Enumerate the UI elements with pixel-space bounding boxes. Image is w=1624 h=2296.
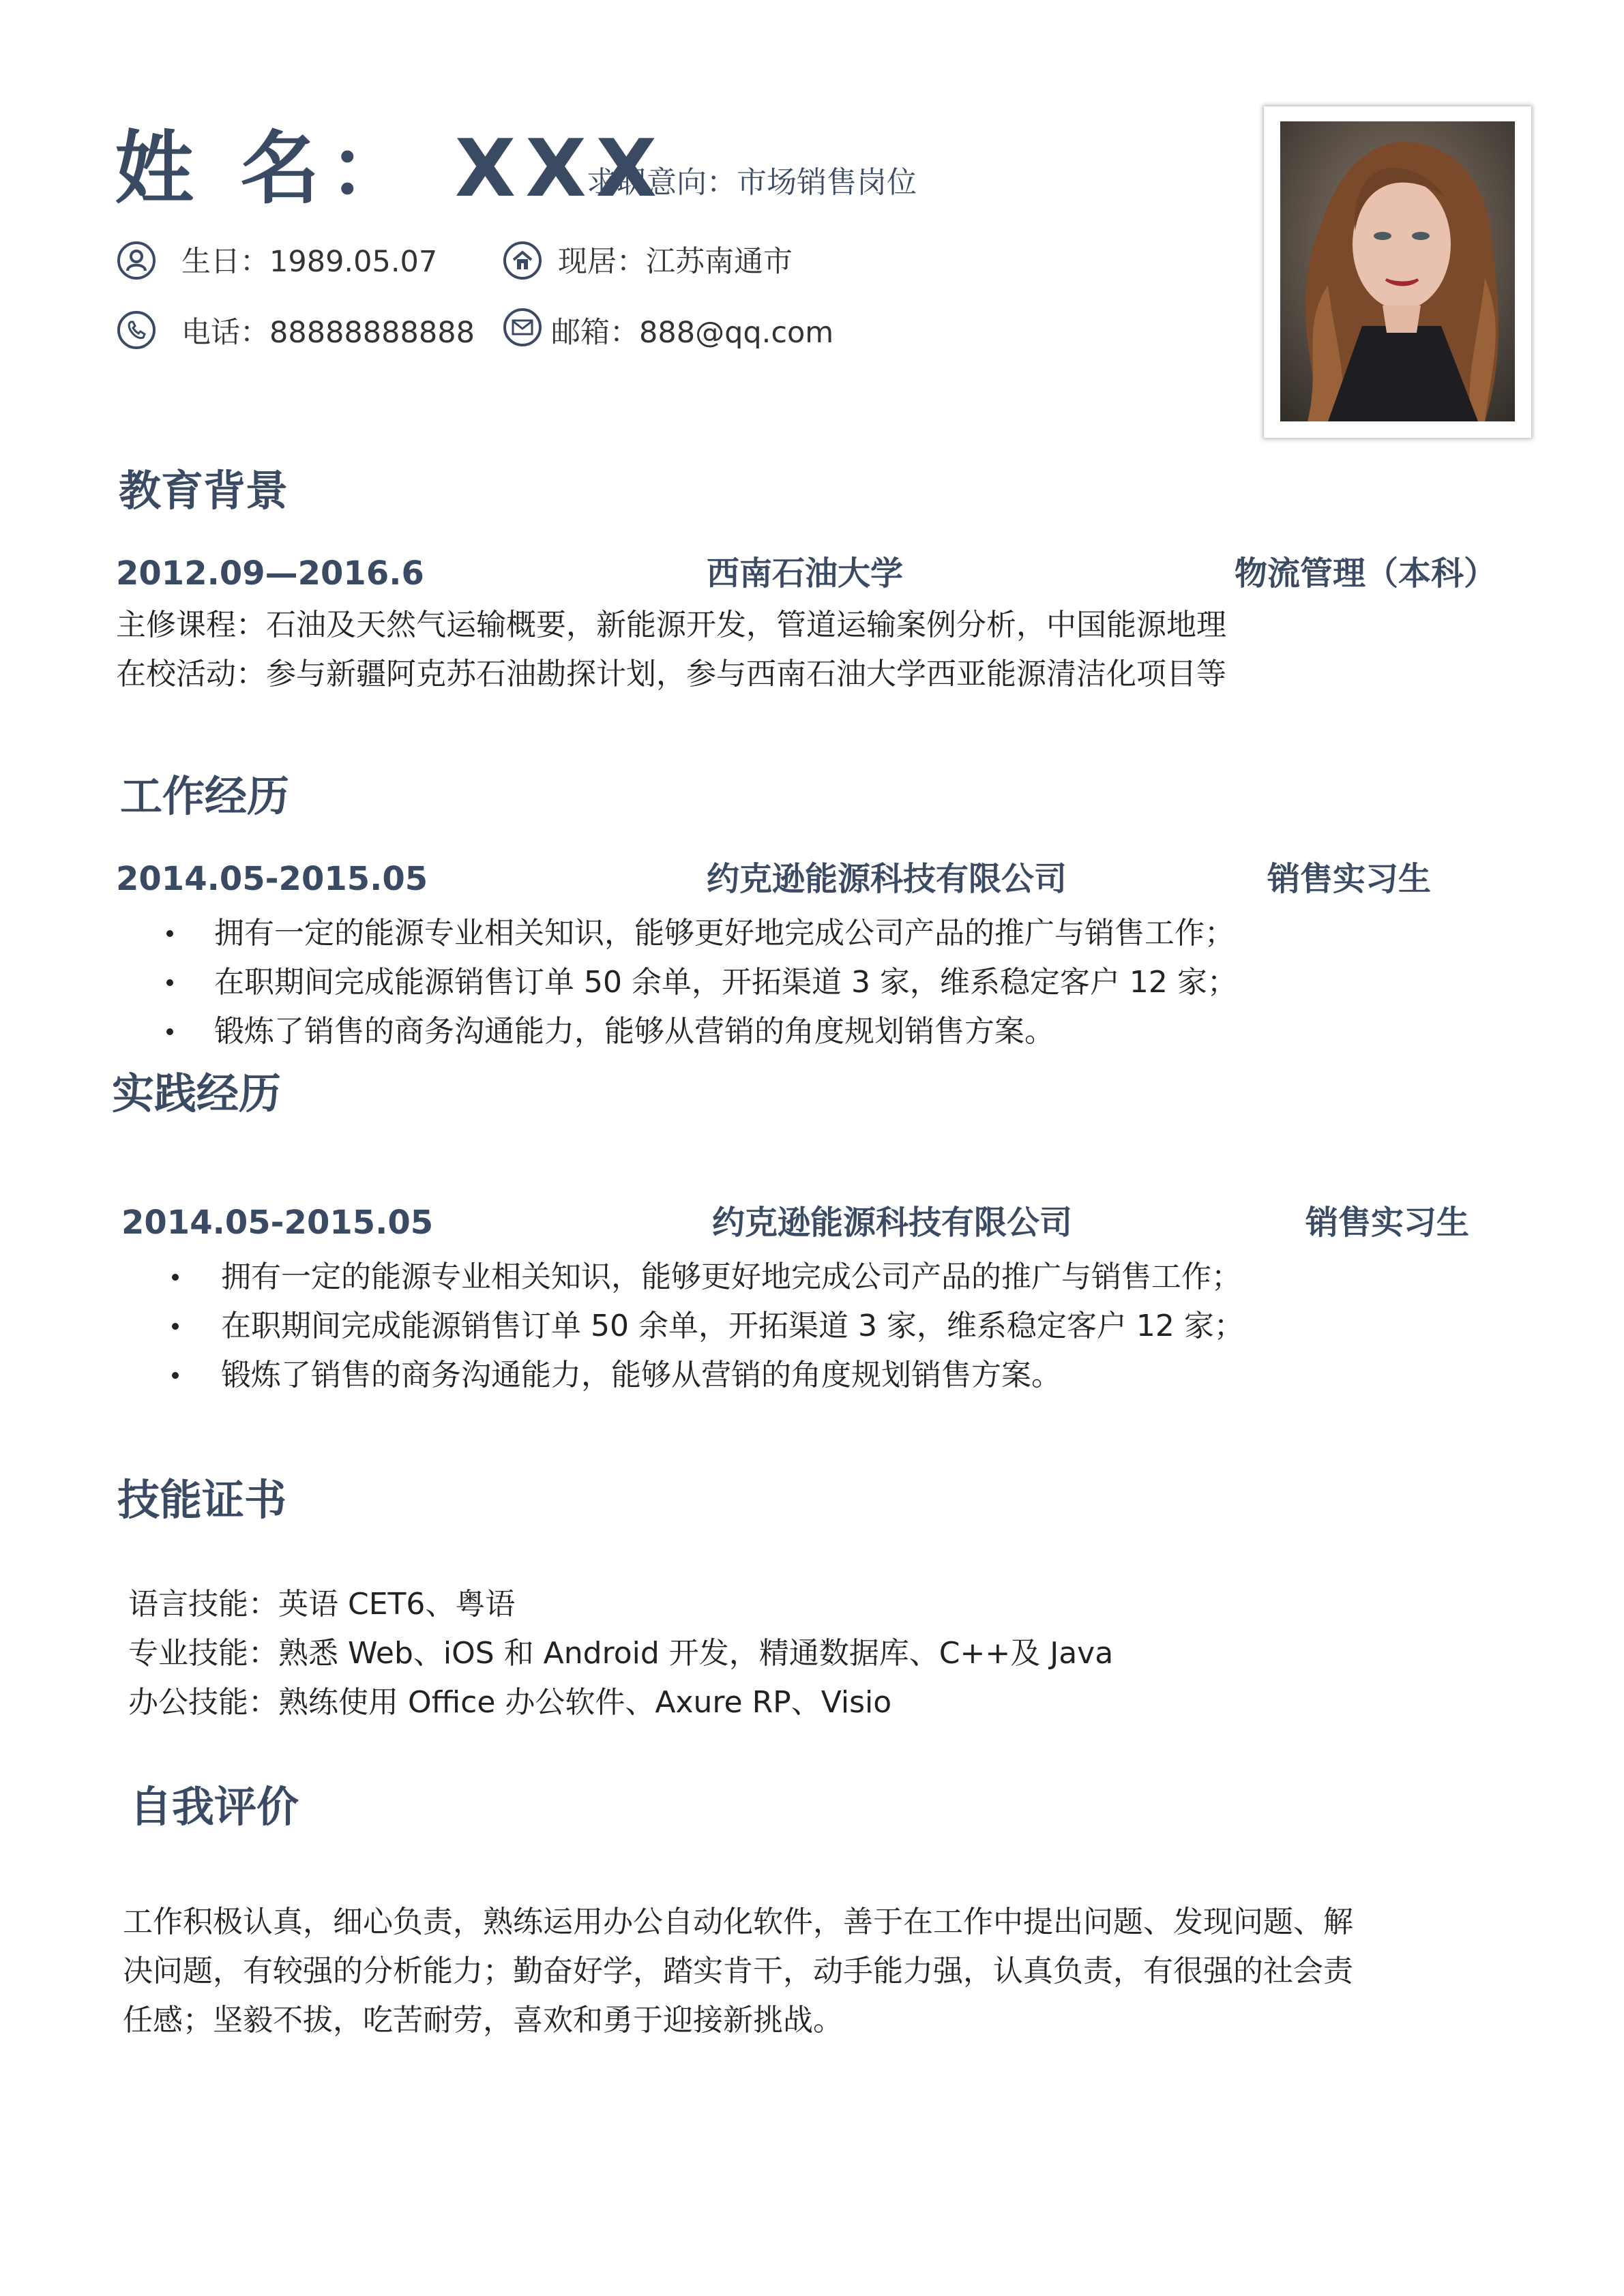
practice-bullet: 在职期间完成能源销售订单 50 余单，开拓渠道 3 家，维系稳定客户 12 家；	[221, 1309, 1244, 1343]
bullet-dot	[172, 1323, 179, 1330]
birthday-text: 生日：1989.05.07	[181, 245, 438, 279]
work-bullet: 在职期间完成能源销售订单 50 余单，开拓渠道 3 家，维系稳定客户 12 家；	[214, 965, 1237, 1000]
self-eval-line: 决问题，有较强的分析能力；勤奋好学，踏实肯干，动手能力强，认真负责，有很强的社会责	[123, 1954, 1353, 1988]
education-section-title: 教育背景	[119, 466, 289, 516]
work-section-title: 工作经历	[120, 771, 290, 821]
email-text: 邮箱：888@qq.com	[551, 316, 834, 350]
education-activities: 在校活动：参与新疆阿克苏石油勘探计划，参与西南石油大学西亚能源清洁化项目等	[116, 657, 1226, 691]
education-major: 物流管理（本科）	[1235, 554, 1497, 593]
work-bullet: 锻炼了销售的商务沟通能力，能够从营销的角度规划销售方案。	[214, 1014, 1054, 1049]
profile-photo-frame	[1264, 106, 1531, 438]
skills-section-title: 技能证书	[117, 1475, 287, 1525]
phone-text: 电话：88888888888	[181, 316, 475, 350]
candidate-name: 姓 名： XXX	[115, 123, 667, 215]
self-eval-line: 工作积极认真，细心负责，熟练运用办公自动化软件，善于在工作中提出问题、发现问题、解	[123, 1905, 1353, 1939]
practice-period: 2014.05-2015.05	[121, 1204, 434, 1242]
work-role: 销售实习生	[1267, 860, 1432, 898]
education-period: 2012.09—2016.6	[116, 554, 424, 593]
job-intent: 求职意向：市场销售岗位	[587, 165, 917, 200]
home-icon	[503, 241, 542, 280]
self-eval-line: 任感；坚毅不拔，吃苦耐劳，喜欢和勇于迎接新挑战。	[123, 2003, 843, 2038]
phone-icon	[117, 311, 156, 349]
user-icon	[117, 241, 156, 280]
practice-bullet: 拥有一定的能源专业相关知识，能够更好地完成公司产品的推广与销售工作；	[221, 1259, 1241, 1294]
bullet-dot	[172, 1372, 179, 1379]
practice-company: 约克逊能源科技有限公司	[712, 1204, 1073, 1242]
bullet-dot	[172, 1274, 179, 1281]
skill-item: 语言技能：英语 CET6、粤语	[128, 1587, 516, 1622]
education-school: 西南石油大学	[707, 554, 904, 593]
practice-role: 销售实习生	[1305, 1204, 1470, 1242]
skill-item: 专业技能：熟悉 Web、iOS 和 Android 开发，精通数据库、C++及 Java	[128, 1636, 1114, 1671]
education-courses: 主修课程：石油及天然气运输概要，新能源开发，管道运输案例分析，中国能源地理	[116, 608, 1226, 642]
bullet-dot	[166, 1028, 173, 1035]
work-bullet: 拥有一定的能源专业相关知识，能够更好地完成公司产品的推广与销售工作；	[214, 916, 1235, 951]
work-period: 2014.05-2015.05	[116, 860, 428, 898]
bullet-dot	[166, 979, 173, 986]
skill-item: 办公技能：熟练使用 Office 办公软件、Axure RP、Visio	[128, 1685, 892, 1720]
mail-icon	[503, 308, 542, 346]
bullet-dot	[166, 930, 173, 937]
work-company: 约克逊能源科技有限公司	[707, 860, 1067, 898]
profile-photo	[1280, 121, 1515, 421]
practice-section-title: 实践经历	[112, 1069, 282, 1118]
residence-text: 现居：江苏南通市	[558, 245, 793, 279]
practice-bullet: 锻炼了销售的商务沟通能力，能够从营销的角度规划销售方案。	[221, 1358, 1061, 1392]
self-eval-section-title: 自我评价	[130, 1782, 299, 1832]
